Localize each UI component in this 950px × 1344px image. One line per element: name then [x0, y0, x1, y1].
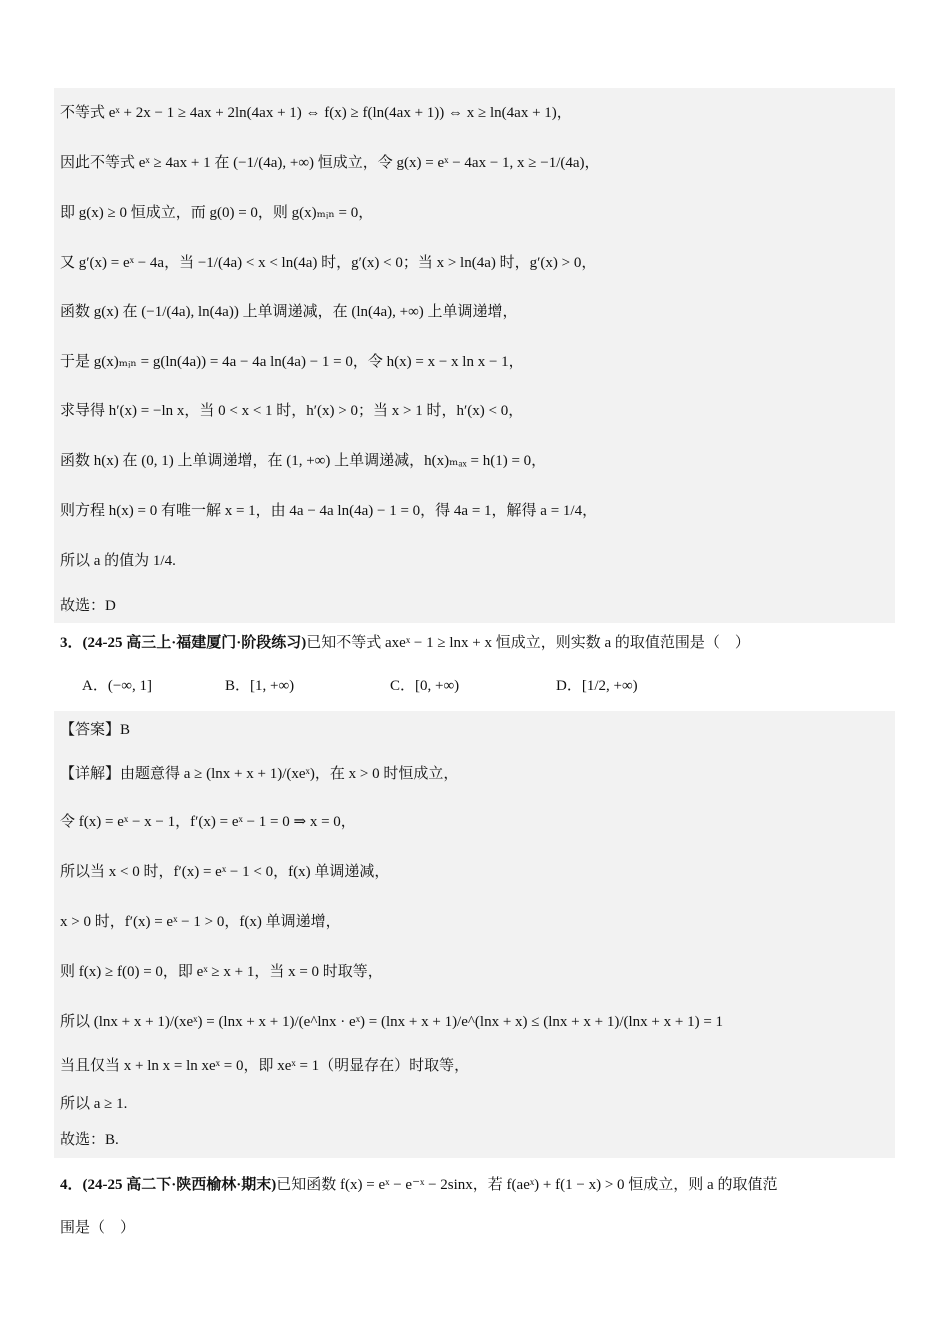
question-4-stem-continued: 围是（ ）: [60, 1220, 136, 1236]
answer-line: 【答案】B: [60, 722, 131, 738]
solution-line: 则方程 h(x) = 0 有唯一解 x = 1，由 4a − 4a ln(4a) − 1 = 0，得 4a = 1，解得 a = 1/4，: [60, 503, 598, 519]
solution-line: 因此不等式 eˣ ≥ 4ax + 1 在 (−1/(4a), +∞) 恒成立，令 g(x) = eˣ − 4ax − 1, x ≥ −1/(4a)，: [60, 155, 600, 171]
solution-line: 当且仅当 x + ln x = ln xeˣ = 0，即 xeˣ = 1（明显存在）时取等，: [60, 1058, 470, 1074]
solution-line: 函数 h(x) 在 (0, 1) 上单调递增，在 (1, +∞) 上单调递减，h(x)ₘₐₓ = h(1) = 0，: [60, 453, 547, 469]
solution-line: 所以 a 的值为 1/4.: [60, 553, 176, 569]
question-3: [60, 633, 750, 653]
option-d: D．[1/2, +∞): [556, 678, 638, 694]
question-number: 3．: [60, 635, 83, 651]
solution-line: 【详解】由题意得 a ≥ (lnx + x + 1)/(xeˣ)，在 x > 0 时恒成立，: [60, 766, 459, 782]
question-number: 4．: [60, 1177, 83, 1193]
solution-line: 令 f(x) = eˣ − x − 1，f′(x) = eˣ − 1 = 0 ⇒ x = 0，: [60, 814, 356, 830]
question-stem: 已知不等式 axeˣ − 1 ≥ lnx + x 恒成立，则实数 a 的取值范围是（ ）: [306, 635, 750, 651]
solution-line: 函数 g(x) 在 (−1/(4a), ln(4a)) 上单调递减，在 (ln(4a), +∞) 上单调递增，: [60, 304, 518, 320]
solution-line: 求导得 h′(x) = −ln x，当 0 < x < 1 时，h′(x) > 0；当 x > 1 时，h′(x) < 0，: [60, 403, 524, 419]
answer-choice-line: 故选：D: [60, 598, 116, 614]
question-source: (24-25 高二下·陕西榆林·期末): [82, 1177, 277, 1193]
solution-line: 即 g(x) ≥ 0 恒成立，而 g(0) = 0，则 g(x)ₘᵢₙ = 0，: [60, 205, 374, 221]
solution-line: x > 0 时，f′(x) = eˣ − 1 > 0，f(x) 单调递增，: [60, 914, 341, 930]
solution-line: 则 f(x) ≥ f(0) = 0，即 eˣ ≥ x + 1，当 x = 0 时取等，: [60, 964, 383, 980]
answer-choice-line: 故选：B.: [60, 1132, 119, 1148]
option-a: A．(−∞, 1]: [82, 678, 152, 694]
question-stem: 已知函数 f(x) = eˣ − e⁻ˣ − 2sinx，若 f(aeˣ) + f(1 − x) > 0 恒成立，则 a 的取值范: [276, 1177, 778, 1193]
solution-line: 所以当 x < 0 时，f′(x) = eˣ − 1 < 0，f(x) 单调递减，: [60, 864, 390, 880]
option-c: C．[0, +∞): [390, 678, 460, 694]
solution-line: 所以 a ≥ 1.: [60, 1096, 128, 1112]
question-source: (24-25 高三上·福建厦门·阶段练习): [82, 635, 307, 651]
question-4: [60, 1175, 777, 1195]
solution-line: 又 g′(x) = eˣ − 4a，当 −1/(4a) < x < ln(4a) 时，g′(x) < 0；当 x > ln(4a) 时，g′(x) > 0，: [60, 255, 597, 271]
solution-line: 于是 g(x)ₘᵢₙ = g(ln(4a)) = 4a − 4a ln(4a) − 1 = 0，令 h(x) = x − x ln x − 1，: [60, 354, 524, 370]
solution-line: 所以 (lnx + x + 1)/(xeˣ) = (lnx + x + 1)/(e^lnx · eˣ) = (lnx + x + 1)/e^(lnx + x) ≤ (lnx + x + 1)/(lnx + x + 1) = 1: [60, 1014, 724, 1030]
solution-line: 不等式 eˣ + 2x − 1 ≥ 4ax + 2ln(4ax + 1) ⇔ f(x) ≥ f(ln(4ax + 1)) ⇔ x ≥ ln(4ax + 1)，: [60, 105, 572, 121]
option-b: B．[1, +∞): [225, 678, 295, 694]
